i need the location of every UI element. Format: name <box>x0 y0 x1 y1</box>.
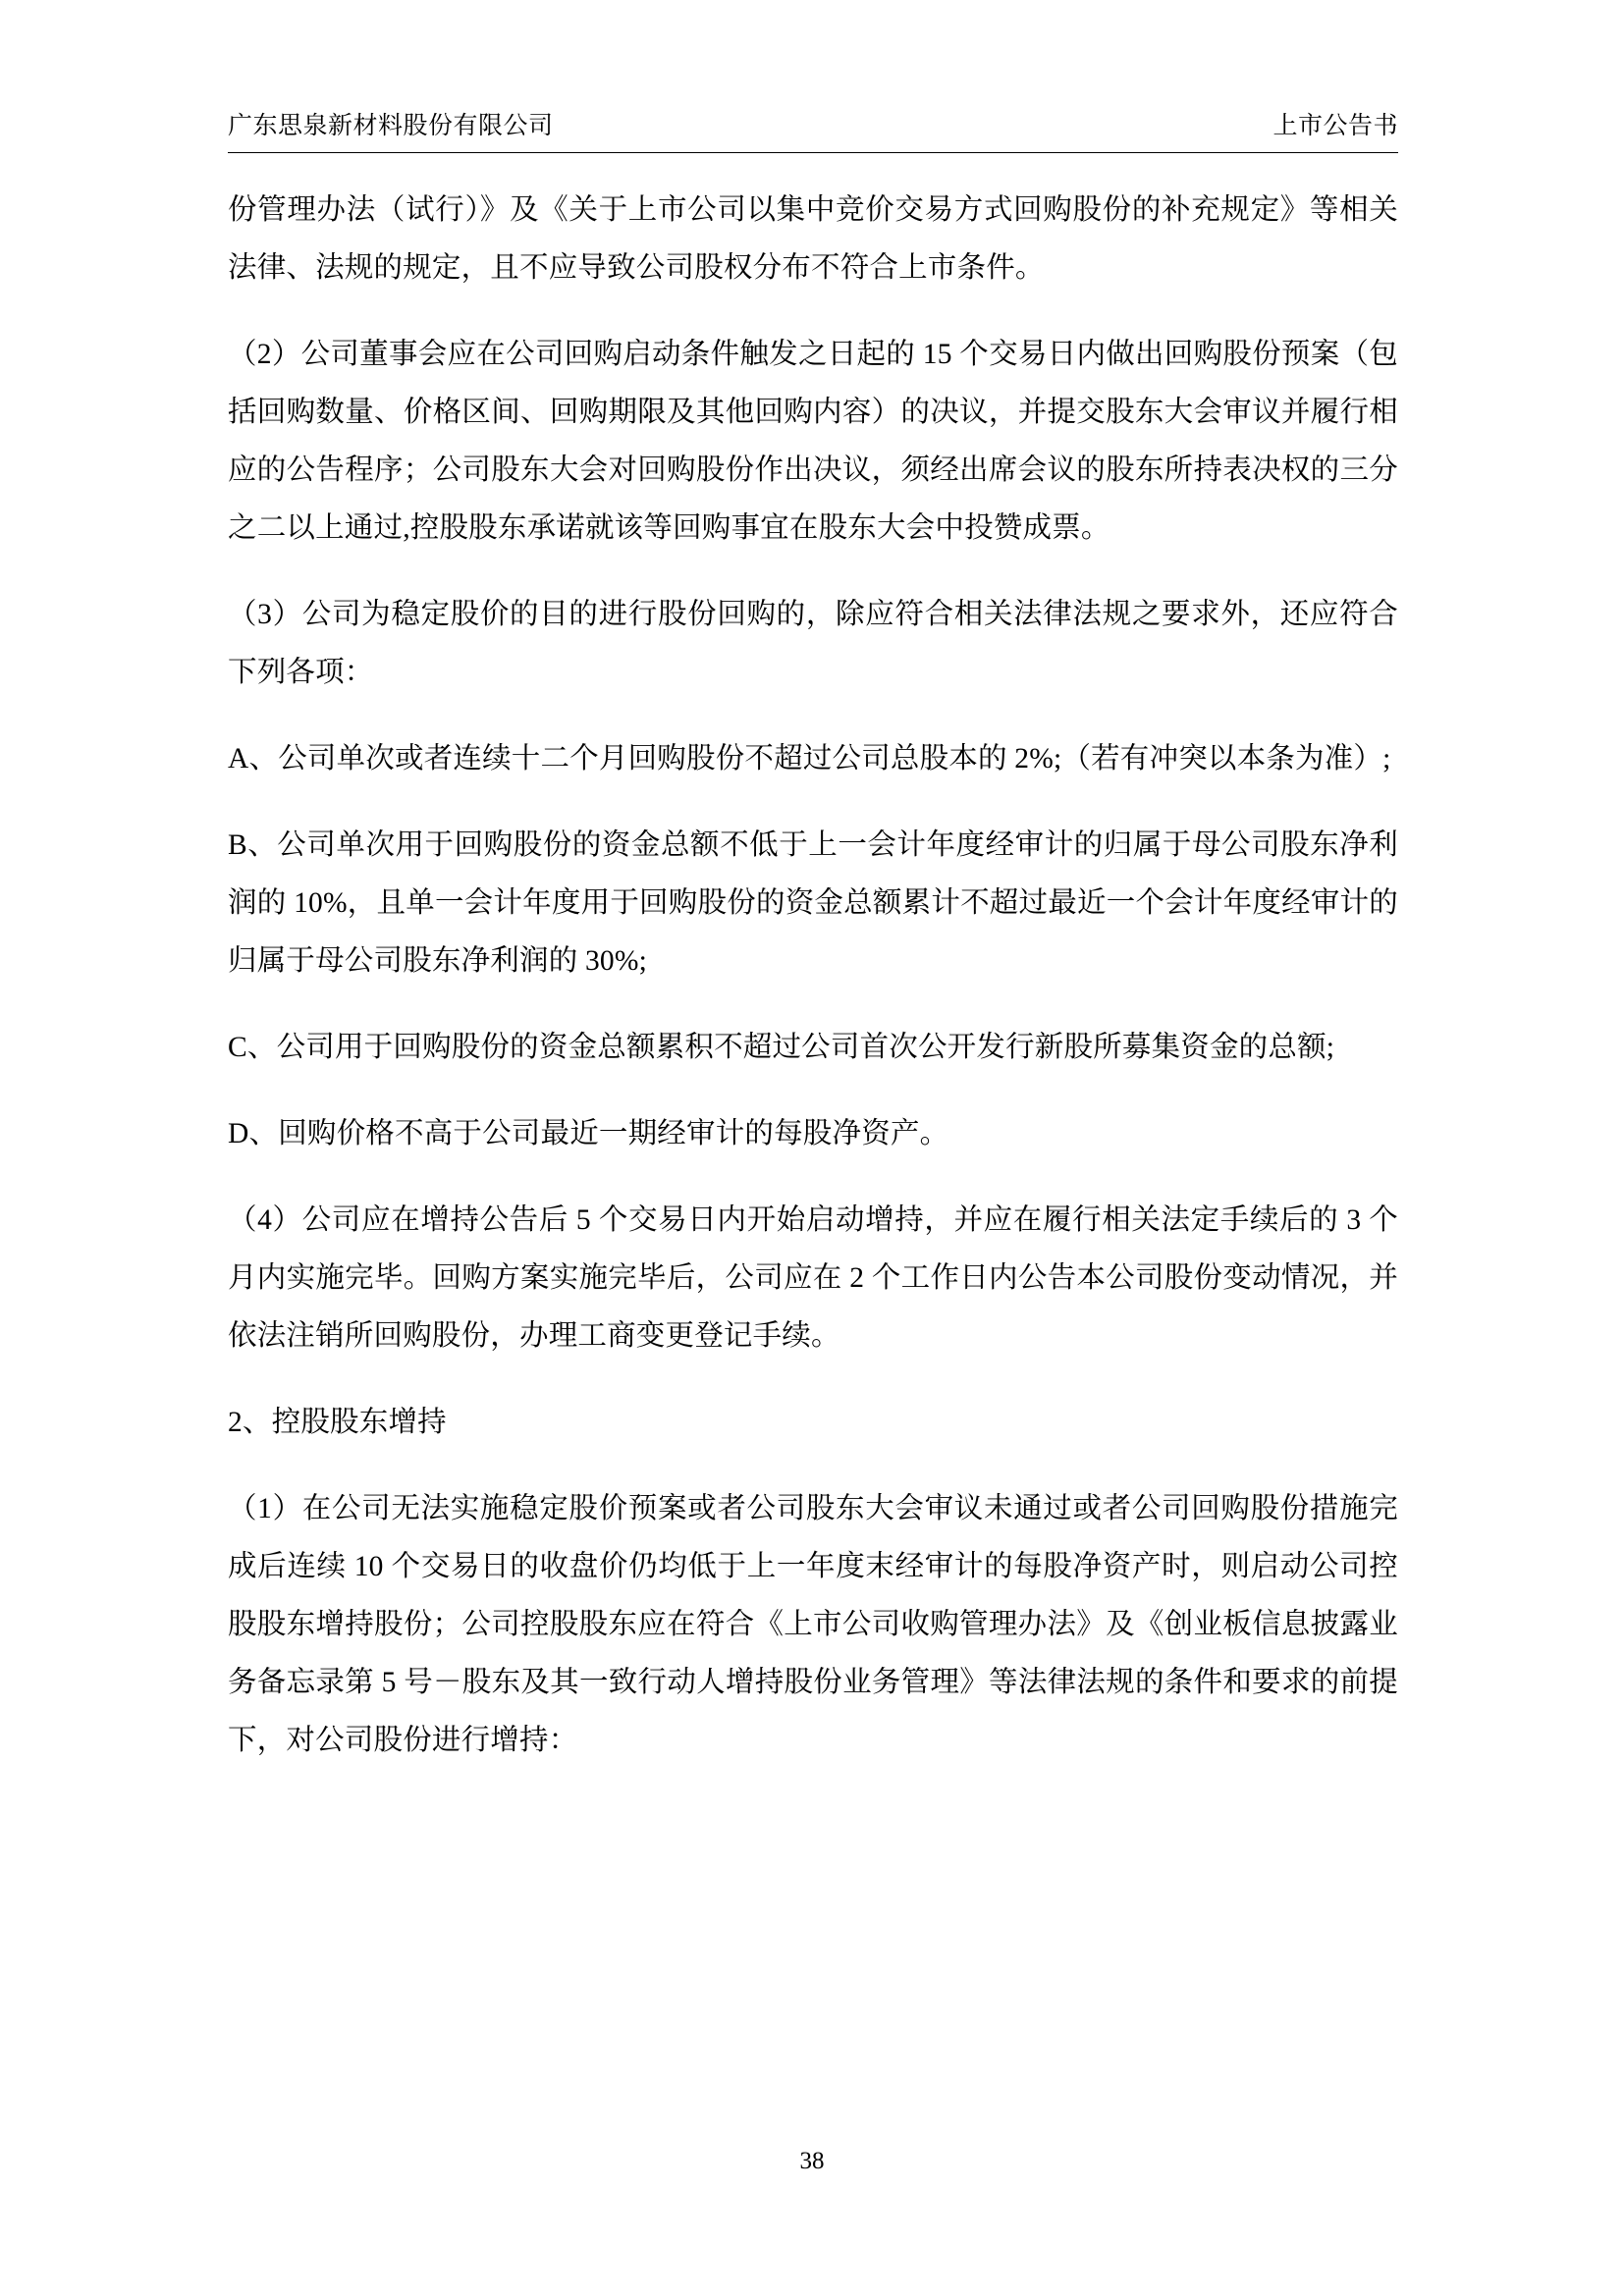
paragraph: D、回购价格不高于公司最近一期经审计的每股净资产。 <box>228 1118 949 1149</box>
paragraph-spacer <box>228 1365 1398 1394</box>
document-body <box>228 182 1398 1770</box>
paragraph: （2）公司董事会应在公司回购启动条件触发之日起的 15 个交易日内做出回购股份预案（包括回购数量、价格区间、回购期限及其他回购内容）的决议，并提交股东大会审议并履行相应的公告程序；公司股东大会对回购股份作出决议，须经出席会议的股东所持表决权的三分之二以上通过,控股股东承诺就该等回购事宜在股东大会中投赞成票。 <box>228 339 1398 544</box>
paragraph: C、公司用于回购股份的资金总额累积不超过公司首次公开发行新股所募集资金的总额; <box>228 1032 1335 1063</box>
page-number: 38 <box>799 2148 825 2174</box>
paragraph: A、公司单次或者连续十二个月回购股份不超过公司总股本的 2%;（若有冲突以本条为准）; <box>228 743 1391 774</box>
section-heading: 2、控股股东增持 <box>228 1407 447 1438</box>
paragraph-spacer <box>228 1077 1398 1105</box>
paragraph-spacer <box>228 1452 1398 1480</box>
header-company-name: 广东思泉新材料股份有限公司 <box>228 113 554 139</box>
paragraph-spacer <box>228 297 1398 326</box>
paragraph: （3）公司为稳定股价的目的进行股份回购的，除应符合相关法律法规之要求外，还应符合下列各项： <box>228 599 1398 688</box>
paragraph: （4）公司应在增持公告后 5 个交易日内开始启动增持，并应在履行相关法定手续后的 3 个月内实施完毕。回购方案实施完毕后，公司应在 2 个工作日内公告本公司股份变动情况，并依法注销所回购股份，办理工商变更登记手续。 <box>228 1204 1398 1352</box>
paragraph-spacer <box>228 702 1398 730</box>
paragraph-spacer <box>228 990 1398 1019</box>
header-document-type: 上市公告书 <box>1272 113 1398 139</box>
page-header <box>228 106 1398 141</box>
paragraph: B、公司单次用于回购股份的资金总额不低于上一会计年度经审计的归属于母公司股东净利润的 10%，且单一会计年度用于回购股份的资金总额累计不超过最近一个会计年度经审计的归属于母公司股东净利润的 30%; <box>228 829 1398 977</box>
paragraph: 份管理办法（试行）》及《关于上市公司以集中竞价交易方式回购股份的补充规定》等相关法律、法规的规定，且不应导致公司股权分布不符合上市条件。 <box>228 194 1398 284</box>
paragraph: （1）在公司无法实施稳定股价预案或者公司股东大会审议未通过或者公司回购股份措施完成后连续 10 个交易日的收盘价仍均低于上一年度末经审计的每股净资产时，则启动公司控股股东增持股份；公司控股股东应在符合《上市公司收购管理办法》及《创业板信息披露业务备忘录第 5 号－股东及其一致行动人增持股份业务管理》等法律法规的条件和要求的前提下，对公司股份进行增持： <box>228 1493 1398 1756</box>
paragraph-spacer <box>228 1163 1398 1192</box>
paragraph-spacer <box>228 558 1398 586</box>
paragraph-spacer <box>228 788 1398 817</box>
header-divider <box>228 152 1398 153</box>
